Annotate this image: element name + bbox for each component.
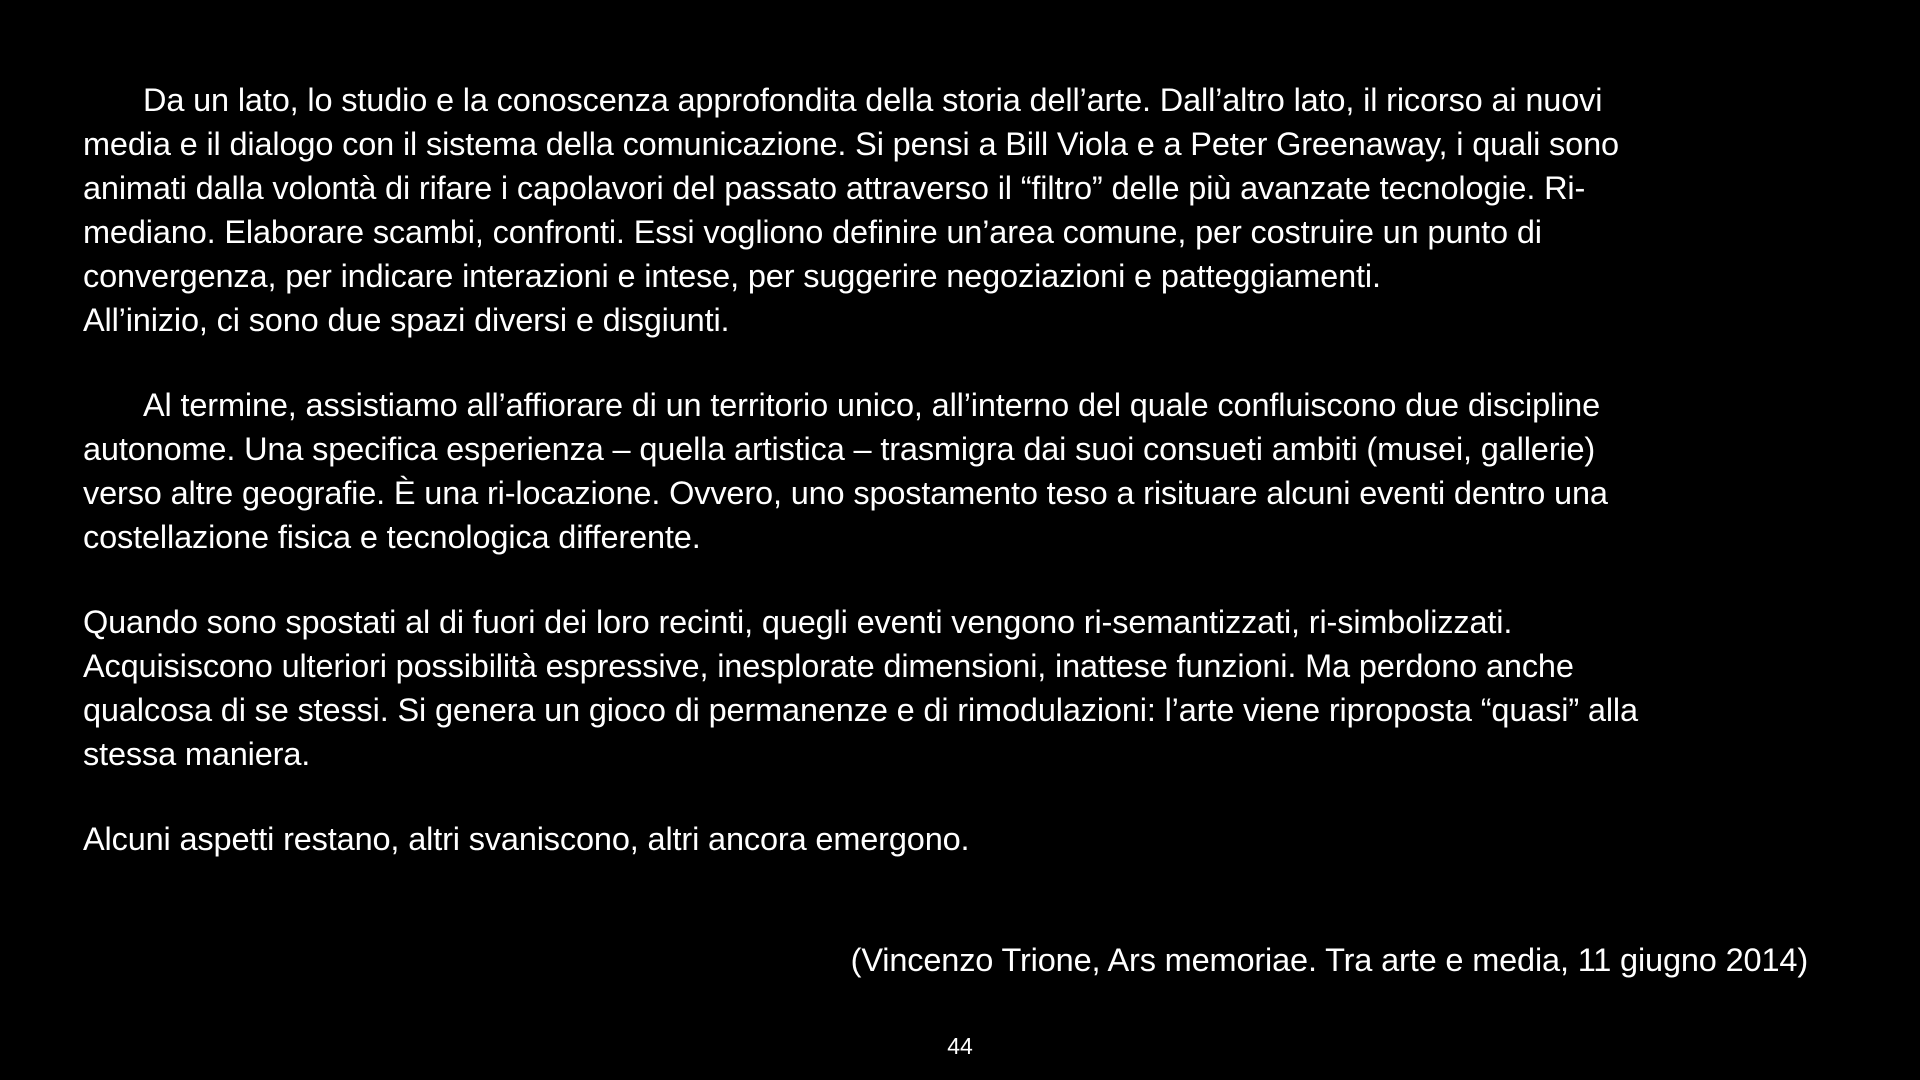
citation: (Vincenzo Trione, Ars memoriae. Tra arte e media, 11 giugno 2014) <box>850 942 1808 978</box>
paragraph-line: Alcuni aspetti restano, altri svaniscono, altri ancora emergono. <box>83 821 970 857</box>
paragraph-line: Da un lato, lo studio e la conoscenza approfondita della storia dell’arte. Dall’altro lato, il ricorso ai nuovi <box>143 82 1603 118</box>
paragraph-line: media e il dialogo con il sistema della comunicazione. Si pensi a Bill Viola e a Peter Greenaway, i quali sono <box>83 126 1619 162</box>
paragraph-line: autonome. Una specifica esperienza – quella artistica – trasmigra dai suoi consueti ambiti (musei, gallerie) <box>83 431 1596 467</box>
paragraph-spacer <box>83 559 1843 600</box>
paragraph-line: stessa maniera. <box>83 736 311 772</box>
paragraph-line: convergenza, per indicare interazioni e intese, per suggerire negoziazioni e patteggiamenti. <box>83 258 1381 294</box>
paragraph-line: qualcosa di se stessi. Si genera un gioco di permanenze e di rimodulazioni: l’arte viene riproposta “quasi” alla <box>83 692 1638 728</box>
paragraph-line: animati dalla volontà di rifare i capolavori del passato attraverso il “filtro” delle più avanzate tecnologie. Ri- <box>83 170 1586 206</box>
paragraph-spacer <box>83 342 1843 383</box>
paragraph-4 <box>83 817 1843 861</box>
paragraph-line: Al termine, assistiamo all’affiorare di un territorio unico, all’interno del quale confluiscono due discipline <box>143 387 1601 423</box>
paragraph-spacer <box>83 776 1843 817</box>
paragraph-line: All’inizio, ci sono due spazi diversi e disgiunti. <box>83 302 730 338</box>
paragraph-1 <box>83 78 1843 342</box>
paragraph-line: mediano. Elaborare scambi, confronti. Essi vogliono definire un’area comune, per costruire un punto di <box>83 214 1542 250</box>
paragraph-3 <box>83 600 1843 776</box>
slide-body <box>83 78 1843 861</box>
paragraph-line: Acquisiscono ulteriori possibilità espressive, inesplorate dimensioni, inattese funzioni. Ma perdono anche <box>83 648 1574 684</box>
paragraph-line: verso altre geografie. È una ri-locazione. Ovvero, uno spostamento teso a risituare alcuni eventi dentro una <box>83 475 1608 511</box>
page-number: 44 <box>947 1033 973 1059</box>
paragraph-2 <box>83 383 1843 559</box>
paragraph-line: costellazione fisica e tecnologica differente. <box>83 519 701 555</box>
paragraph-line: Quando sono spostati al di fuori dei loro recinti, quegli eventi vengono ri-semantizzati, ri-simbolizzati. <box>83 604 1513 640</box>
